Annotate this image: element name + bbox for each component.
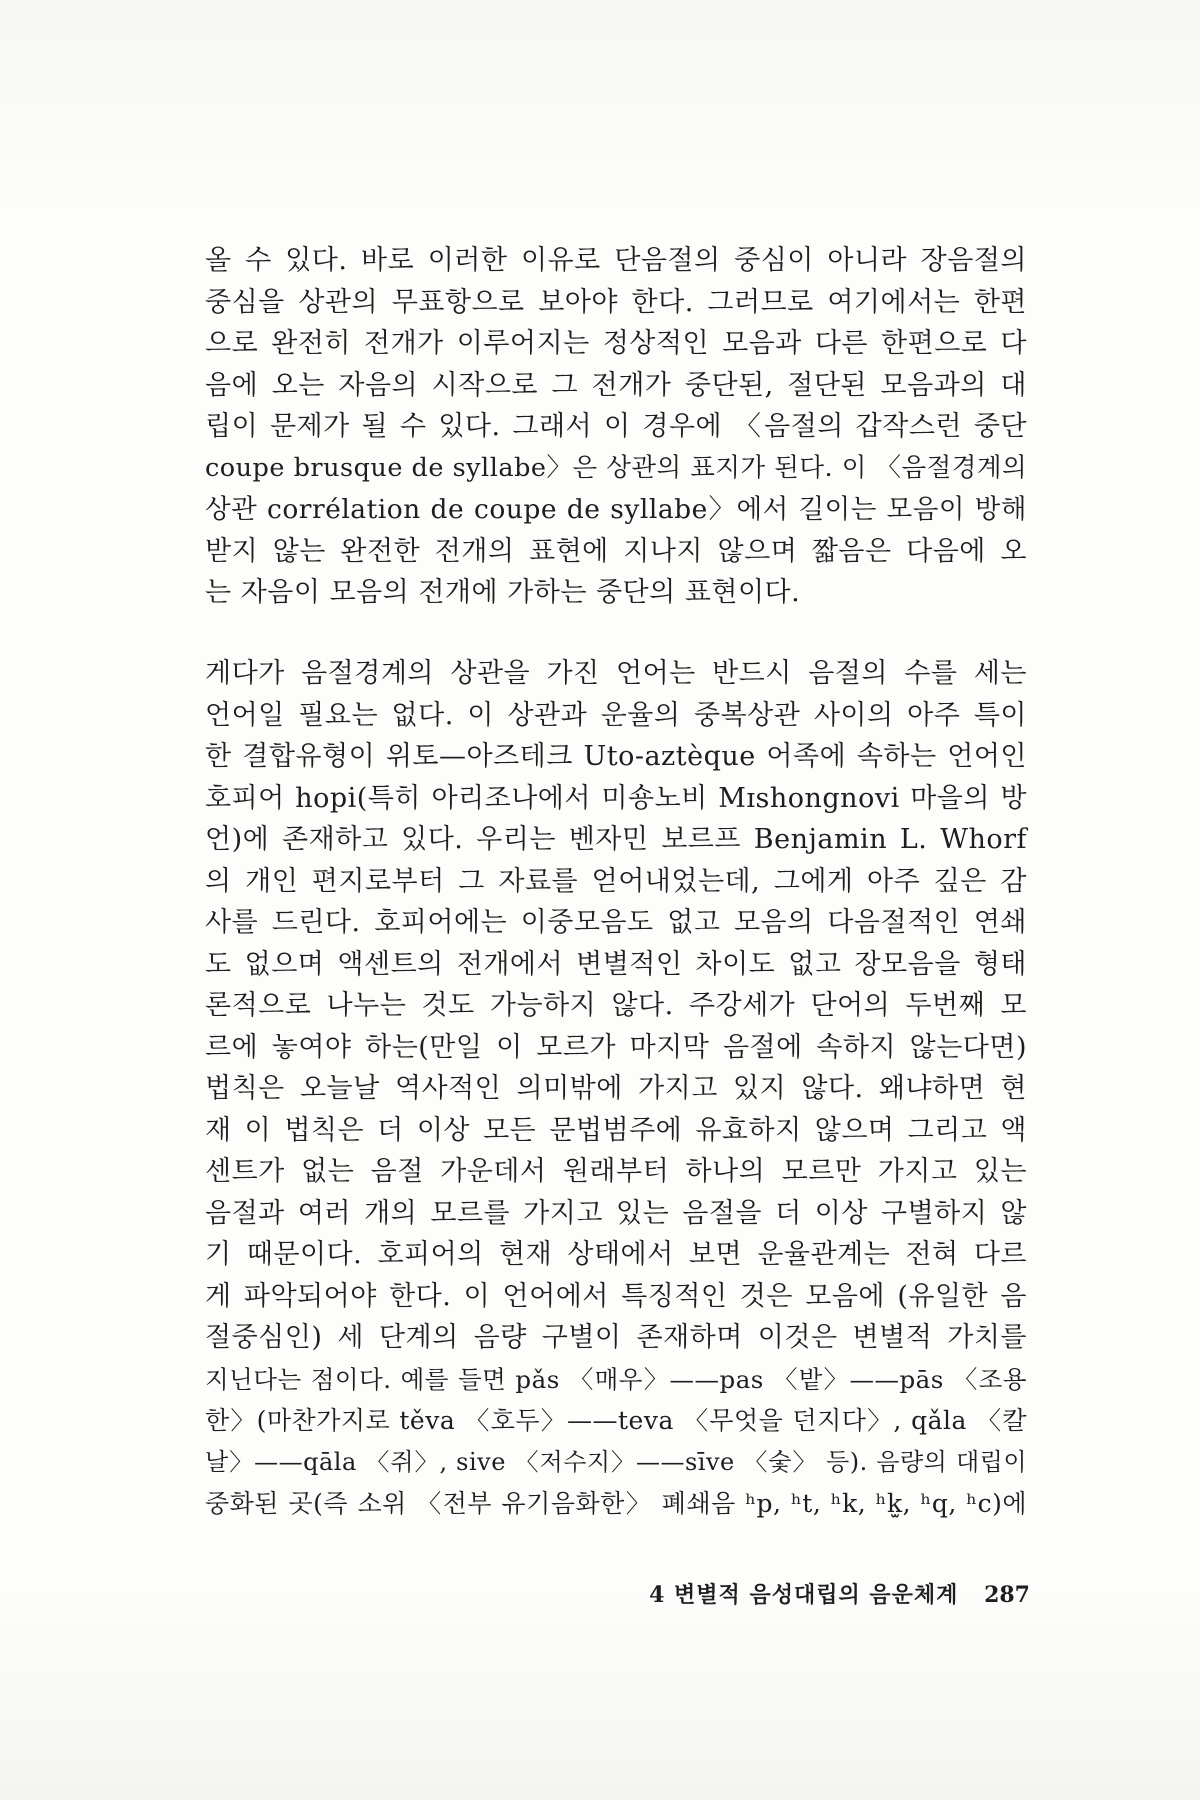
text-line: 으로 완전히 전개가 이루어지는 정상적인 모음과 다른 한편으로 다 <box>205 328 1027 359</box>
text-line: 게다가 음절경계의 상관을 가진 언어는 반드시 음절의 수를 세는 <box>205 658 1027 689</box>
text-line: 한〉(마찬가지로 těva 〈호두〉——teva 〈무엇을 던지다〉, qǎla 〈칼 <box>205 1406 1027 1435</box>
text-line: coupe brusque de syllabe〉은 상관의 표지가 된다. 이 〈음절경계의 <box>205 452 1028 483</box>
text-line: 절중심인) 세 단계의 음량 구별이 존재하며 이것은 변별적 가치를 <box>205 1322 1027 1353</box>
paragraph-1 <box>205 240 1027 614</box>
text-line: 는 자음이 모음의 전개에 가하는 중단의 표현이다. <box>205 577 801 608</box>
text-line: 지닌다는 점이다. 예를 들면 pǎs 〈매우〉——pas 〈밭〉——pās 〈조용 <box>205 1364 1027 1394</box>
running-footer-chapter: 4 변별적 음성대립의 음운체계 <box>649 1582 959 1608</box>
text-line: 중심을 상관의 무표항으로 보아야 한다. 그러므로 여기에서는 한편 <box>205 286 1027 318</box>
text-line: 의 개인 편지로부터 그 자료를 얻어내었는데, 그에게 아주 깊은 감 <box>205 865 1027 897</box>
text-line: 기 때문이다. 호피어의 현재 상태에서 보면 운율관계는 전혀 다르 <box>205 1239 1027 1270</box>
text-line: 한 결합유형이 위토—아즈테크 Uto-aztèque 어족에 속하는 언어인 <box>205 741 1027 772</box>
text-line: 호피어 hopi(특히 아리조나에서 미숑노비 Mɪshongnovi 마을의 방 <box>205 782 1027 814</box>
text-line: 언)에 존재하고 있다. 우리는 벤자민 보르프 Benjamin L. Whorf <box>205 824 1027 855</box>
text-line: 법칙은 오늘날 역사적인 의미밖에 가지고 있지 않다. 왜냐하면 현 <box>205 1073 1027 1104</box>
text-line: 립이 문제가 될 수 있다. 그래서 이 경우에 〈음절의 갑작스런 중단 <box>205 411 1027 442</box>
page-footer <box>605 1578 1030 1609</box>
text-line: 재 이 법칙은 더 이상 모든 문법범주에 유효하지 않으며 그리고 액 <box>205 1114 1027 1146</box>
text-line: 음에 오는 자음의 시작으로 그 전개가 중단된, 절단된 모음과의 대 <box>205 369 1027 401</box>
paragraph-2 <box>205 653 1027 1525</box>
text-line: 중화된 곳(즉 소위 〈전부 유기음화한〉 폐쇄음 ʰp, ʰt, ʰk, ʰk̫, ʰq, ʰc)에 <box>205 1489 1027 1518</box>
text-line: 르에 놓여야 하는(만일 이 모르가 마지막 음절에 속하지 않는다면) <box>205 1031 1027 1063</box>
text-line: 게 파악되어야 한다. 이 언어에서 특징적인 것은 모음에 (유일한 음 <box>205 1280 1027 1312</box>
text-line: 날〉——qāla 〈쥐〉, sive 〈저수지〉——sīve 〈숯〉 등). 음량의 대립이 <box>205 1447 1027 1476</box>
text-line: 언어일 필요는 없다. 이 상관과 운율의 중복상관 사이의 아주 특이 <box>205 699 1027 731</box>
text-line: 센트가 없는 음절 가운데서 원래부터 하나의 모르만 가지고 있는 <box>205 1156 1027 1187</box>
text-line: 도 없으며 액센트의 전개에서 변별적인 차이도 없고 장모음을 형태 <box>205 948 1027 980</box>
text-line: 올 수 있다. 바로 이러한 이유로 단음절의 중심이 아니라 장음절의 <box>205 245 1027 276</box>
text-line: 상관 corrélation de coupe de syllabe〉에서 길이는 모음이 방해 <box>205 494 1027 525</box>
text-line: 사를 드린다. 호피어에는 이중모음도 없고 모음의 다음절적인 연쇄 <box>205 907 1027 938</box>
text-line: 론적으로 나누는 것도 가능하지 않다. 주강세가 단어의 두번째 모 <box>205 990 1027 1021</box>
text-line: 받지 않는 완전한 전개의 표현에 지나지 않으며 짧음은 다음에 오 <box>205 535 1027 567</box>
text-line: 음절과 여러 개의 모르를 가지고 있는 음절을 더 이상 구별하지 않 <box>205 1197 1027 1229</box>
page-number: 287 <box>984 1582 1030 1608</box>
